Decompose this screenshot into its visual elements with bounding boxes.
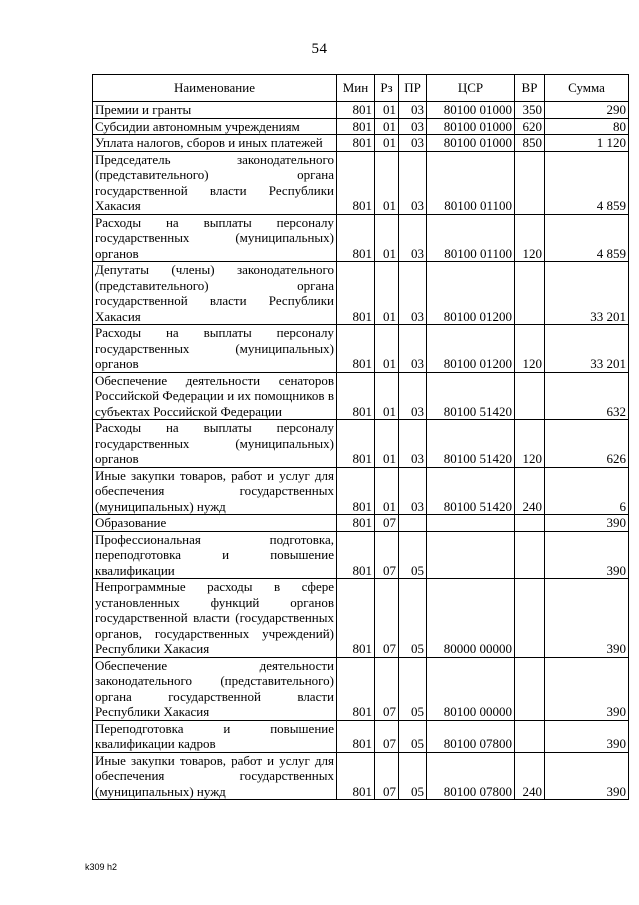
table-row [93,214,629,262]
cell-name: Переподготовка и повышение квалификации кадров [93,720,337,752]
cell-pr: 03 [399,102,427,119]
cell-name: Депутаты (члены) законодательного (представительного) органа государственной власти Республики Хакасия [93,262,337,325]
cell-pr: 03 [399,325,427,373]
cell-min: 801 [337,752,375,800]
cell-sum: 33 201 [545,262,629,325]
cell-rz: 07 [375,531,399,579]
cell-min: 801 [337,118,375,135]
cell-min: 801 [337,214,375,262]
cell-name: Субсидии автономным учреждениям [93,118,337,135]
table-row [93,102,629,119]
cell-pr: 03 [399,420,427,468]
cell-rz: 01 [375,118,399,135]
cell-csr: 80100 01000 [427,102,515,119]
cell-pr: 03 [399,118,427,135]
cell-sum: 390 [545,657,629,720]
header-pr: ПР [399,75,427,102]
cell-csr [427,515,515,532]
header-min: Мин [337,75,375,102]
cell-sum: 290 [545,102,629,119]
cell-vr: 240 [515,467,545,515]
table-row [93,720,629,752]
cell-min: 801 [337,515,375,532]
table-row [93,752,629,800]
cell-rz: 01 [375,151,399,214]
cell-csr: 80100 01100 [427,151,515,214]
cell-name: Расходы на выплаты персоналу государственных (муниципальных) органов [93,325,337,373]
cell-csr: 80100 01100 [427,214,515,262]
cell-vr [515,657,545,720]
cell-csr [427,531,515,579]
cell-pr: 05 [399,531,427,579]
cell-sum: 1 120 [545,135,629,152]
header-name: Наименование [93,75,337,102]
table-row [93,325,629,373]
cell-name: Профессиональная подготовка, переподготовка и повышение квалификации [93,531,337,579]
cell-min: 801 [337,579,375,658]
cell-vr: 620 [515,118,545,135]
cell-pr [399,515,427,532]
cell-rz: 07 [375,752,399,800]
cell-rz: 07 [375,515,399,532]
cell-min: 801 [337,262,375,325]
cell-name: Обеспечение деятельности законодательного (представительного) органа государственной власти Республики Хакасия [93,657,337,720]
cell-csr: 80100 00000 [427,657,515,720]
cell-vr: 120 [515,214,545,262]
header-csr: ЦСР [427,75,515,102]
cell-csr: 80000 00000 [427,579,515,658]
cell-pr: 05 [399,752,427,800]
table-row [93,372,629,420]
cell-name: Иные закупки товаров, работ и услуг для обеспечения государственных (муниципальных) нужд [93,752,337,800]
cell-csr: 80100 51420 [427,420,515,468]
cell-min: 801 [337,531,375,579]
header-vr: ВР [515,75,545,102]
cell-rz: 01 [375,262,399,325]
cell-csr: 80100 51420 [427,467,515,515]
cell-csr: 80100 07800 [427,720,515,752]
cell-vr [515,579,545,658]
table-row [93,118,629,135]
table-row [93,515,629,532]
cell-sum: 390 [545,515,629,532]
cell-vr: 350 [515,102,545,119]
cell-rz: 01 [375,214,399,262]
cell-vr [515,372,545,420]
cell-sum: 33 201 [545,325,629,373]
cell-name: Обеспечение деятельности сенаторов Российской Федерации и их помощников в субъектах Российской Федерации [93,372,337,420]
table-row [93,262,629,325]
cell-min: 801 [337,151,375,214]
table-row [93,579,629,658]
cell-sum: 4 859 [545,151,629,214]
cell-vr [515,531,545,579]
cell-name: Непрограммные расходы в сфере установленных функций органов государственной власти (государственных органов, государственных учреждений) Республики Хакасия [93,579,337,658]
cell-vr [515,151,545,214]
cell-pr: 05 [399,579,427,658]
cell-pr: 05 [399,720,427,752]
cell-vr [515,515,545,532]
cell-vr [515,720,545,752]
cell-min: 801 [337,372,375,420]
cell-min: 801 [337,467,375,515]
cell-rz: 01 [375,135,399,152]
table-row [93,467,629,515]
header-rz: Рз [375,75,399,102]
cell-pr: 05 [399,657,427,720]
cell-csr: 80100 01000 [427,118,515,135]
cell-csr: 80100 01000 [427,135,515,152]
cell-pr: 03 [399,467,427,515]
cell-rz: 01 [375,102,399,119]
cell-sum: 390 [545,720,629,752]
cell-rz: 01 [375,467,399,515]
table-row [93,420,629,468]
cell-rz: 07 [375,657,399,720]
footer-code: k309 h2 [85,862,118,872]
budget-table [92,74,629,800]
table-row [93,151,629,214]
cell-sum: 626 [545,420,629,468]
cell-name: Премии и гранты [93,102,337,119]
cell-name: Уплата налогов, сборов и иных платежей [93,135,337,152]
header-sum: Сумма [545,75,629,102]
cell-vr: 240 [515,752,545,800]
cell-csr: 80100 01200 [427,262,515,325]
cell-vr: 120 [515,420,545,468]
cell-name: Иные закупки товаров, работ и услуг для обеспечения государственных (муниципальных) нужд [93,467,337,515]
cell-sum: 6 [545,467,629,515]
cell-vr: 120 [515,325,545,373]
cell-rz: 01 [375,420,399,468]
cell-pr: 03 [399,214,427,262]
cell-min: 801 [337,657,375,720]
cell-sum: 632 [545,372,629,420]
cell-rz: 01 [375,372,399,420]
table-row [93,531,629,579]
table-row [93,135,629,152]
cell-sum: 390 [545,579,629,658]
cell-vr: 850 [515,135,545,152]
page-number: 54 [311,41,328,57]
cell-sum: 390 [545,752,629,800]
cell-min: 801 [337,102,375,119]
cell-name: Расходы на выплаты персоналу государственных (муниципальных) органов [93,214,337,262]
cell-sum: 80 [545,118,629,135]
cell-csr: 80100 01200 [427,325,515,373]
cell-rz: 01 [375,325,399,373]
cell-csr: 80100 51420 [427,372,515,420]
cell-rz: 07 [375,720,399,752]
cell-pr: 03 [399,135,427,152]
cell-sum: 390 [545,531,629,579]
cell-name: Образование [93,515,337,532]
cell-pr: 03 [399,262,427,325]
cell-csr: 80100 07800 [427,752,515,800]
cell-min: 801 [337,135,375,152]
cell-min: 801 [337,325,375,373]
cell-min: 801 [337,720,375,752]
cell-sum: 4 859 [545,214,629,262]
cell-name: Расходы на выплаты персоналу государственных (муниципальных) органов [93,420,337,468]
table-row [93,657,629,720]
cell-name: Председатель законодательного (представительного) органа государственной власти Республики Хакасия [93,151,337,214]
table-header-row [93,75,629,102]
cell-vr [515,262,545,325]
cell-pr: 03 [399,372,427,420]
cell-pr: 03 [399,151,427,214]
cell-min: 801 [337,420,375,468]
cell-rz: 07 [375,579,399,658]
